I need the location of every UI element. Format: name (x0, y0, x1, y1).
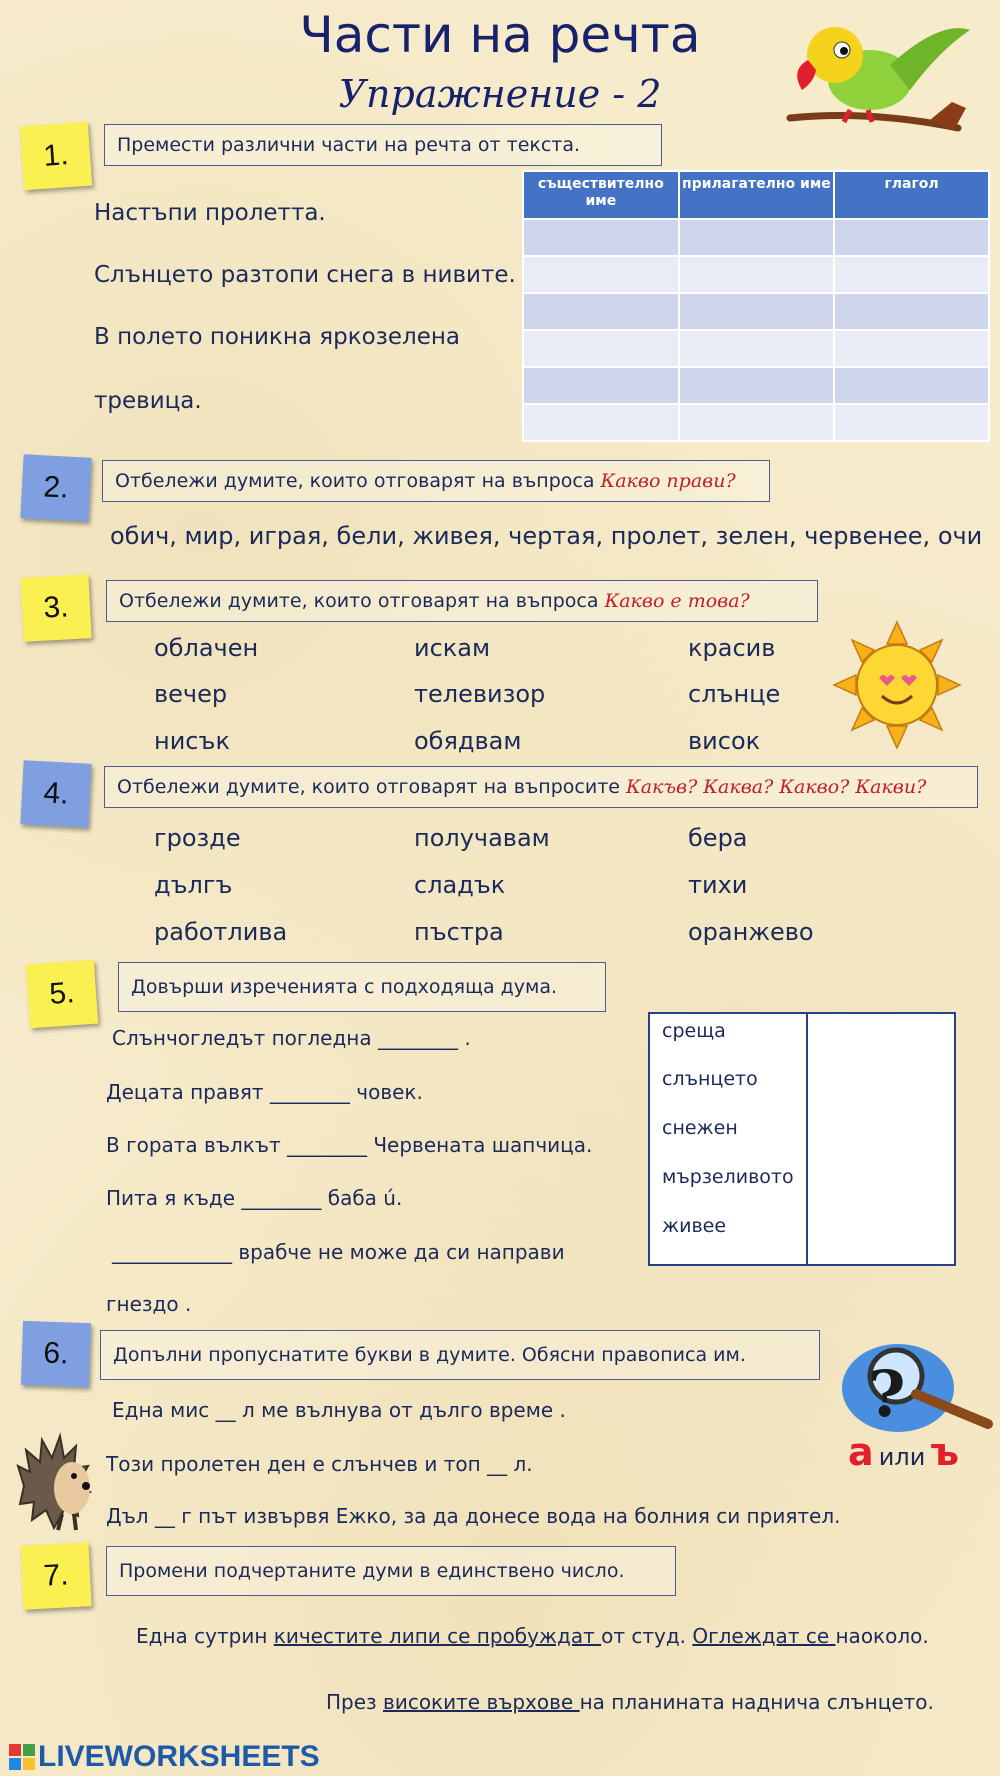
exercise-7-instruction: Промени подчертаните думи в единствено число. (106, 1546, 676, 1596)
letter-choice (848, 1430, 959, 1474)
ex3-word[interactable]: телевизор (414, 680, 546, 708)
question-text: Какво прави? (600, 470, 736, 492)
table-cell[interactable] (679, 367, 835, 404)
ex4-word[interactable]: дългъ (154, 871, 233, 899)
ex6-sentence: Дъл __ г път извървя Ежко, за да донесе вода на болния си приятел. (106, 1504, 841, 1528)
exercise-1-number: 1. (20, 122, 92, 191)
logo-grid-icon (8, 1743, 36, 1771)
instruction-text: Отбележи думите, които отговарят на въпроса (115, 470, 595, 492)
table-cell[interactable] (679, 256, 835, 293)
plain-text: Една сутрин (136, 1624, 274, 1648)
plain-text: от студ. (601, 1624, 693, 1648)
magnifier-question-illustration (838, 1336, 996, 1436)
brand-text: LIVEWORKSHEETS (38, 1740, 320, 1773)
ex5-sentence: В гората вълкът ________ Червената шапчица. (106, 1133, 593, 1157)
word-bank-item[interactable]: среща (662, 1020, 726, 1042)
exercise-5-number: 5. (26, 960, 98, 1029)
ex3-word[interactable]: нисък (154, 727, 230, 755)
table-cell[interactable] (834, 293, 989, 330)
ex5-sentence: Слънчогледът погледна ________ . (112, 1026, 471, 1050)
exercise-4-number: 4. (20, 760, 91, 827)
question-text: Какво е това? (604, 590, 750, 612)
ex3-word[interactable]: обядвам (414, 727, 522, 755)
ex5-sentence: ____________ врабче не може да си направи (112, 1240, 565, 1264)
table-cell[interactable] (834, 219, 989, 256)
table-header: глагол (834, 171, 989, 219)
parts-of-speech-table (522, 170, 990, 442)
ex5-sentence: гнездо . (106, 1292, 192, 1316)
ex3-word[interactable]: вечер (154, 680, 228, 708)
underlined-phrase[interactable]: високите върхове (383, 1690, 580, 1714)
table-cell[interactable] (834, 367, 989, 404)
ex4-word[interactable]: грозде (154, 824, 241, 852)
hedgehog-illustration (14, 1426, 100, 1536)
table-header: съществително име (523, 171, 679, 219)
word-bank-item[interactable]: мързеливото (662, 1166, 794, 1188)
letter-or: или (878, 1443, 926, 1471)
table-cell[interactable] (523, 367, 679, 404)
table-cell[interactable] (523, 256, 679, 293)
exercise-7-number: 7. (20, 1542, 91, 1609)
liveworksheets-logo (8, 1740, 320, 1774)
sun-illustration (832, 620, 962, 750)
letter-a: а (848, 1430, 874, 1474)
ex3-word[interactable]: искам (414, 634, 491, 662)
table-cell[interactable] (679, 404, 835, 441)
ex1-text-line: тревица. (94, 388, 202, 414)
exercise-2-instruction (102, 460, 770, 502)
plain-text: наоколо. (835, 1624, 929, 1648)
table-cell[interactable] (523, 330, 679, 367)
ex4-word[interactable]: пъстра (414, 918, 504, 946)
table-cell[interactable] (523, 404, 679, 441)
page-subtitle: Упражнение - 2 (338, 72, 662, 116)
exercise-3-number: 3. (20, 574, 91, 641)
word-bank-item[interactable]: живее (662, 1215, 727, 1237)
svg-text:?: ? (868, 1357, 906, 1432)
underlined-phrase[interactable]: кичестите липи се пробуждат (273, 1624, 602, 1648)
underlined-phrase[interactable]: Оглеждат се (692, 1624, 836, 1648)
instruction-text: Отбележи думите, които отговарят на въпроса (119, 590, 599, 612)
table-cell[interactable] (834, 256, 989, 293)
ex7-sentence-1 (136, 1624, 929, 1648)
word-bank-box (648, 1012, 956, 1266)
exercise-2-number: 2. (20, 454, 91, 521)
exercise-6-instruction: Допълни пропуснатите букви в думите. Обясни правописа им. (100, 1330, 820, 1380)
table-cell[interactable] (834, 404, 989, 441)
ex6-sentence: Една мис __ л ме вълнува от дълго време . (112, 1398, 566, 1422)
table-cell[interactable] (523, 219, 679, 256)
table-cell[interactable] (679, 219, 835, 256)
ex4-word[interactable]: работлива (154, 918, 288, 946)
table-header: прилагателно име (679, 171, 835, 219)
question-text: Какъв? Каква? Какво? Какви? (625, 776, 927, 798)
instruction-text: Отбележи думите, които отговарят на въпросите (117, 776, 620, 798)
ex6-sentence: Този пролетен ден е слънчев и топ __ л. (106, 1452, 533, 1476)
ex3-word[interactable]: висок (688, 727, 761, 755)
table-cell[interactable] (679, 330, 835, 367)
ex3-word[interactable]: красив (688, 634, 776, 662)
exercise-6-number: 6. (21, 1321, 91, 1387)
ex1-text-line: В полето поникна яркозелена (94, 324, 461, 350)
plain-text: на планината надничa слънцето. (579, 1690, 934, 1714)
word-bank-item[interactable]: снежен (662, 1117, 738, 1139)
ex2-word-list[interactable]: обич, мир, играя, бели, живея, чертая, пролет, зелен, червенее, очи (110, 522, 983, 550)
ex7-sentence-2 (326, 1690, 934, 1714)
table-cell[interactable] (679, 293, 835, 330)
ex1-text-line: Слънцето разтопи снега в нивите. (94, 262, 516, 288)
ex4-word[interactable]: получавам (414, 824, 550, 852)
page-title: Части на речта (299, 6, 701, 64)
ex4-word[interactable]: тихи (688, 871, 748, 899)
exercise-1-instruction: Премести различни части на речта от текста. (104, 124, 662, 166)
ex5-sentence: Децата правят ________ човек. (106, 1080, 423, 1104)
exercise-5-instruction: Довърши изреченията с подходяща дума. (118, 962, 606, 1012)
ex5-sentence: Пита я къде ________ баба ú. (106, 1186, 403, 1210)
letter-b: ъ (930, 1430, 959, 1474)
ex4-word[interactable]: сладък (414, 871, 506, 899)
ex4-word[interactable]: бера (688, 824, 748, 852)
table-cell[interactable] (523, 293, 679, 330)
ex3-word[interactable]: слънце (688, 680, 781, 708)
word-bank-divider (806, 1014, 808, 1264)
parrot-illustration (780, 10, 980, 140)
ex3-word[interactable]: облачен (154, 634, 259, 662)
ex4-word[interactable]: оранжево (688, 918, 814, 946)
plain-text: През (326, 1690, 384, 1714)
table-cell[interactable] (834, 330, 989, 367)
exercise-3-instruction (106, 580, 818, 622)
word-bank-item[interactable]: слънцето (662, 1068, 758, 1090)
ex1-text-line: Настъпи пролетта. (94, 200, 326, 226)
exercise-4-instruction (104, 766, 978, 808)
